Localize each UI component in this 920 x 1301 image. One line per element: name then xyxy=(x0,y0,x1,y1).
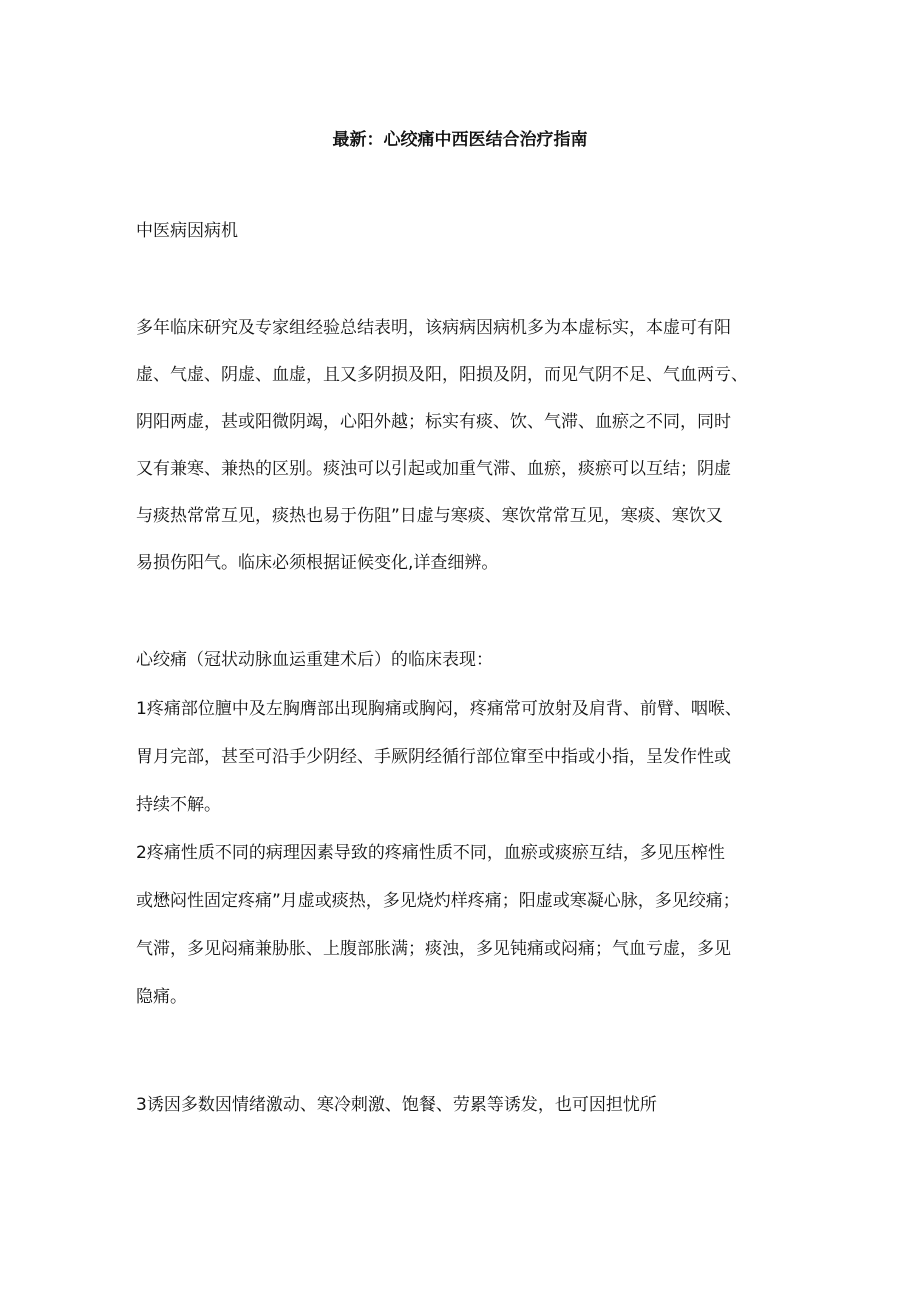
paragraph1-line: 阴阳两虚，甚或阳微阴竭，心阳外越；标实有痰、饮、气滞、血瘀之不同，同时 xyxy=(136,412,731,432)
list-item-3-line: 3诱因多数因情绪激动、寒冷刺激、饱餐、劳累等诱发，也可因担忧所 xyxy=(136,1095,657,1115)
list-item-2-line: 气滞，多见闷痛兼胁胀、上腹部胀满；痰浊，多见钝痛或闷痛；气血亏虚，多见 xyxy=(136,939,731,959)
paragraph1-line: 虚、气虚、阴虚、血虚，且又多阴损及阳，阳损及阴，而见气阴不足、气血两亏、 xyxy=(136,365,748,385)
list-item-1-line: 1疼痛部位膻中及左胸膺部出现胸痛或胸闷，疼痛常可放射及肩背、前臂、咽喉、 xyxy=(136,699,742,719)
paragraph1-line: 易损伤阳气。临床必须根据证候变化,详查细辨。 xyxy=(136,553,499,573)
paragraph1-line: 与痰热常常互见，痰热也易于伤阻”日虚与寒痰、寒饮常常互见，寒痰、寒饮又 xyxy=(136,506,723,526)
list-item-1-line: 胃月完部，甚至可沿手少阴经、手厥阴经循行部位窜至中指或小指，呈发作性或 xyxy=(136,747,731,767)
section-heading-tcm: 中医病因病机 xyxy=(136,221,238,241)
section-heading-clinical: 心绞痛（冠状动脉血运重建术后）的临床表现： xyxy=(136,650,493,670)
paragraph1-line: 多年临床研究及专家组经验总结表明，该病病因病机多为本虚标实，本虚可有阳 xyxy=(136,318,731,338)
list-item-2-line: 或懋闷性固定疼痛”月虚或痰热，多见烧灼样疼痛；阳虚或寒凝心脉，多见绞痛； xyxy=(136,891,740,911)
list-item-1-line: 持续不解。 xyxy=(136,795,221,815)
document-title: 最新：心绞痛中西医结合治疗指南 xyxy=(332,130,588,150)
paragraph1-line: 又有兼寒、兼热的区别。痰浊可以引起或加重气滞、血瘀，痰瘀可以互结；阴虚 xyxy=(136,459,731,479)
list-item-2-line: 隐痛。 xyxy=(136,987,187,1007)
list-item-2-line: 2疼痛性质不同的病理因素导致的疼痛性质不同，血瘀或痰瘀互结，多见压榨性 xyxy=(136,843,725,863)
